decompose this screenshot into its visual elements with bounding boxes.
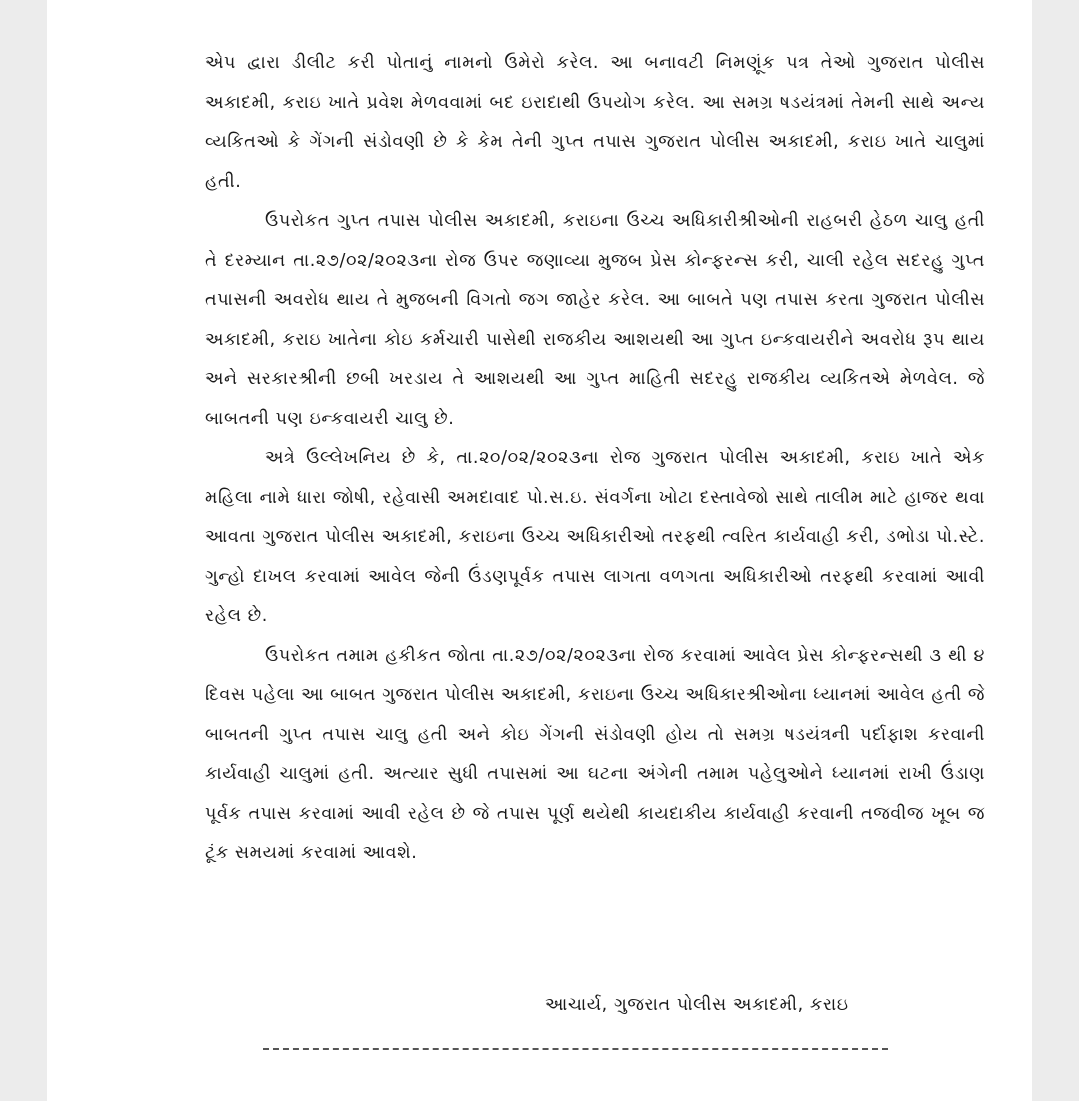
paragraph-2: ઉપરોકત ગુપ્ત તપાસ પોલીસ અકાદમી, કરાઇના ઉચ્ચ અધિકારીશ્રીઓની રાહબરી હેઠળ ચાલુ હતી તે દરમ્યાન તા.૨૭/૦૨/૨૦૨૩ના રોજ ઉપર જણાવ્યા મુજબ પ્રેસ કોન્ફરન્સ કરી, ચાલી રહેલ સદરહુ ગુપ્ત તપાસની અવરોધ થાય તે મુજબની વિગતો જગ જાહેર કરેલ. આ બાબતે પણ તપાસ કરતા ગુજરાત પોલીસ અકાદમી, કરાઇ ખાતેના કોઇ કર્મચારી પાસેથી રાજકીય આશયથી આ ગુપ્ત ઇન્કવાયરીને અવરોધ રૂપ થાય અને સરકારશ્રીની છબી ખરડાય તે આશયથી આ ગુપ્ત માહિતી સદરહુ રાજકીય વ્યકિતએ મેળવેલ. જે બાબતની પણ ઇન્કવાયરી ચાલુ છે. [205,211,985,429]
paragraph-1: એપ દ્વારા ડીલીટ કરી પોતાનું નામનો ઉમેરો કરેલ. આ બનાવટી નિમણૂંક પત્ર તેઓ ગુજરાત પોલીસ અકાદમી, કરાઇ ખાતે પ્રવેશ મેળવવામાં બદ ઇરાદાથી ઉપયોગ કરેલ. આ સમગ્ર ષડયંત્રમાં તેમની સાથે અન્ય વ્યકિતઓ કે ગેંગની સંડોવણી છે કે કેમ તેની ગુપ્ત તપાસ ગુજરાત પોલીસ અકાદમી, કરાઇ ખાતે ચાલુમાં હતી. [205,53,985,192]
document-page [47,0,1032,1101]
document-body [205,44,985,874]
paragraph-4: ઉપરોકત તમામ હકીકત જોતા તા.૨૭/૦૨/૨૦૨૩ના રોજ કરવામાં આવેલ પ્રેસ કોન્ફરન્સથી ૩ થી ૪ દિવસ પહેલા આ બાબત ગુજરાત પોલીસ અકાદમી, કરાઇના ઉચ્ચ અધિકારશ્રીઓના ધ્યાનમાં આવેલ હતી જે બાબતની ગુપ્ત તપાસ ચાલુ હતી અને કોઇ ગેંગની સંડોવણી હોય તો સમગ્ર ષડયંત્રની પર્દાફાશ કરવાની કાર્યવાહી ચાલુમાં હતી. અત્યાર સુધી તપાસમાં આ ઘટના અંગેની તમામ પહેલુઓને ધ્યાનમાં રાખી ઉંડાણ પૂર્વક તપાસ કરવામાં આવી રહેલ છે જે તપાસ પૂર્ણ થયેથી કાયદાકીય કાર્યવાહી કરવાની તજવીજ ખૂબ જ ટૂંક સમયમાં કરવામાં આવશે. [205,645,985,863]
paragraph-3: અત્રે ઉલ્લેખનિય છે કે, તા.૨૦/૦૨/૨૦૨૩ના રોજ ગુજરાત પોલીસ અકાદમી, કરાઇ ખાતે એક મહિલા નામે ધારા જોષી, રહેવાસી અમદાવાદ પો.સ.ઇ. સંવર્ગના ખોટા દસ્તાવેજો સાથે તાલીમ માટે હાજર થવા આવતા ગુજરાત પોલીસ અકાદમી, કરાઇના ઉચ્ચ અધિકારીઓ તરફથી ત્વરિત કાર્યવાહી કરી, ડભોડા પો.સ્ટે. ગુન્હો દાખલ કરવામાં આવેલ જેની ઉંડણપૂર્વક તપાસ લાગતા વળગતા અધિકારીઓ તરફથી કરવામાં આવી રહેલ છે. [205,448,985,626]
signature-line: આચાર્ય, ગુજરાત પોલીસ અકાદમી, કરાઇ [545,995,849,1015]
dashed-divider [263,1048,888,1050]
